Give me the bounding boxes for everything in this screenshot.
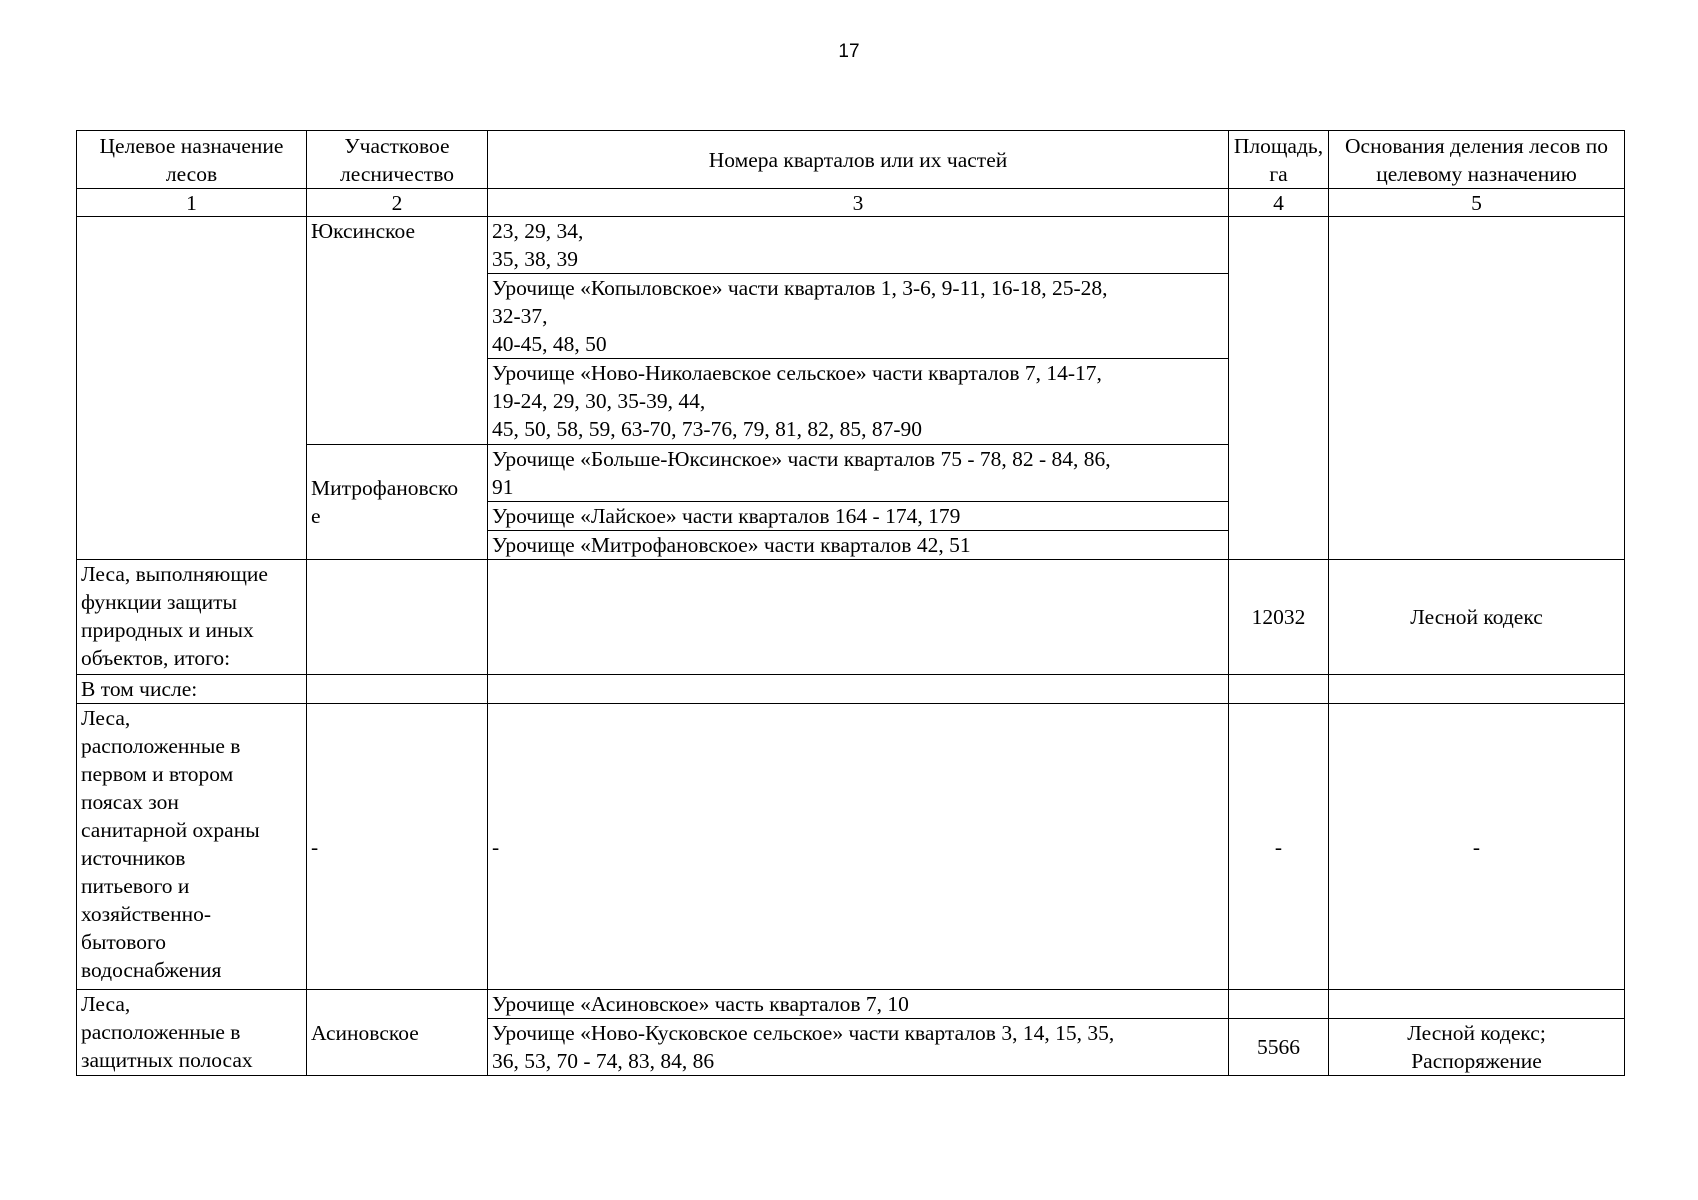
quarters-value: - xyxy=(488,704,1229,990)
table-header-row xyxy=(77,131,1625,189)
column-number: 2 xyxy=(307,189,488,217)
quarters-cell: Урочище «Ново-Кусковское сельское» части кварталов 3, 14, 15, 35, 36, 53, 70 - 74, 83, 84, 86 xyxy=(488,1019,1229,1076)
basis-cell-empty xyxy=(1329,675,1625,704)
forestry-cell-empty xyxy=(307,560,488,675)
quarters-cell: Урочище «Асиновское» часть кварталов 7, 10 xyxy=(488,990,1229,1019)
table-row xyxy=(77,990,1625,1019)
area-value: - xyxy=(1229,704,1329,990)
basis-cell-empty xyxy=(1329,217,1625,560)
basis-value: Лесной кодекс; Распоряжение xyxy=(1329,1019,1625,1076)
column-number: 1 xyxy=(77,189,307,217)
including-label: В том числе: xyxy=(77,675,307,704)
column-numbers-row xyxy=(77,189,1625,217)
quarters-cell: 23, 29, 34, 35, 38, 39 xyxy=(488,217,1229,274)
forestry-name: Митрофановско е xyxy=(307,445,488,560)
basis-cell-empty xyxy=(1329,990,1625,1019)
purpose-cell-empty xyxy=(77,217,307,560)
header-quarters: Номера кварталов или их частей xyxy=(488,131,1229,189)
basis-value: Лесной кодекс xyxy=(1329,560,1625,675)
table-row xyxy=(77,675,1625,704)
quarters-cell: Урочище «Митрофановское» части кварталов 42, 51 xyxy=(488,531,1229,560)
area-cell-empty xyxy=(1229,217,1329,560)
forest-purpose-table xyxy=(76,130,1625,1076)
column-number: 3 xyxy=(488,189,1229,217)
purpose-cell: Леса, расположенные в первом и втором поясах зон санитарной охраны источников питьевого и хозяйственно- бытового водоснабжения xyxy=(77,704,307,990)
quarters-cell-empty xyxy=(488,560,1229,675)
header-basis: Основания деления лесов по целевому назначению xyxy=(1329,131,1625,189)
quarters-cell-empty xyxy=(488,675,1229,704)
basis-value: - xyxy=(1329,704,1625,990)
header-area: Площадь, га xyxy=(1229,131,1329,189)
header-purpose: Целевое назначение лесов xyxy=(77,131,307,189)
area-value: 5566 xyxy=(1229,1019,1329,1076)
table-row xyxy=(77,217,1625,274)
purpose-cell: Леса, выполняющие функции защиты природных и иных объектов, итого: xyxy=(77,560,307,675)
header-forestry: Участковое лесничество xyxy=(307,131,488,189)
table-row xyxy=(77,560,1625,675)
area-value: 12032 xyxy=(1229,560,1329,675)
page-number: 17 xyxy=(838,41,860,62)
forestry-name: Асиновское xyxy=(307,990,488,1076)
quarters-cell: Урочище «Лайское» части кварталов 164 - 174, 179 xyxy=(488,502,1229,531)
forestry-value: - xyxy=(307,704,488,990)
column-number: 5 xyxy=(1329,189,1625,217)
table-row xyxy=(77,704,1625,990)
purpose-cell: Леса, расположенные в защитных полосах xyxy=(77,990,307,1076)
quarters-cell: Урочище «Больше-Юксинское» части кварталов 75 - 78, 82 - 84, 86, 91 xyxy=(488,445,1229,502)
quarters-cell: Урочище «Копыловское» части кварталов 1, 3-6, 9-11, 16-18, 25-28, 32-37, 40-45, 48, 50 xyxy=(488,274,1229,359)
forestry-name: Юксинское xyxy=(307,217,488,445)
area-cell-empty xyxy=(1229,675,1329,704)
forestry-cell-empty xyxy=(307,675,488,704)
area-cell-empty xyxy=(1229,990,1329,1019)
column-number: 4 xyxy=(1229,189,1329,217)
quarters-cell: Урочище «Ново-Николаевское сельское» части кварталов 7, 14-17, 19-24, 29, 30, 35-39, 44, 45, 50, 58, 59, 63-70, 73-76, 79, 81, 82, 85, 87-90 xyxy=(488,359,1229,445)
